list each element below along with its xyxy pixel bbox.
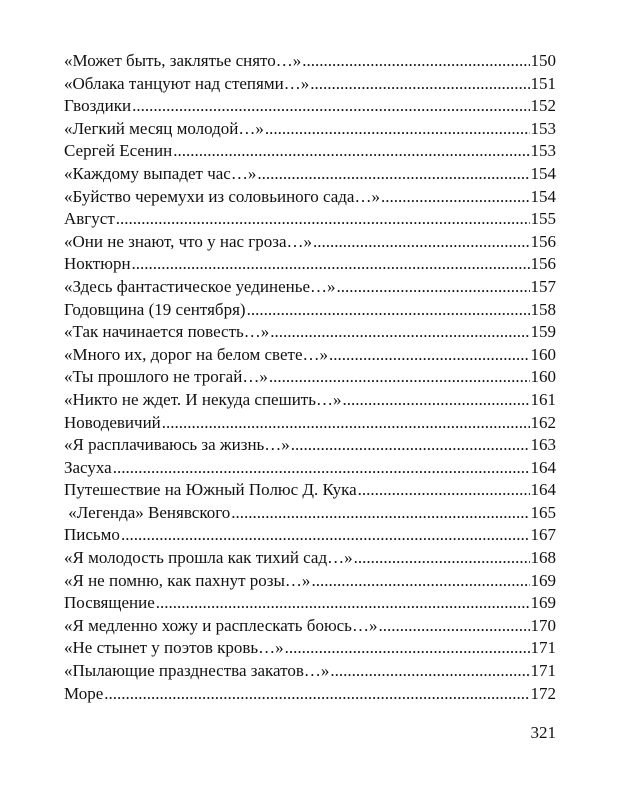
toc-entry <box>64 547 556 570</box>
toc-entry <box>64 524 556 547</box>
toc-entry-page: 165 <box>530 502 556 522</box>
toc-entry-title: «Легкий месяц молодой…» <box>64 118 264 138</box>
toc-entry-page: 171 <box>530 661 556 681</box>
toc-entry-title: «Ты прошлого не трогай…» <box>64 367 268 387</box>
toc-entry-title: Море <box>64 683 104 703</box>
toc-entry <box>64 95 556 118</box>
toc-entry-title: «Легенда» Венявского <box>64 502 231 522</box>
toc-entry <box>64 570 556 593</box>
toc-leader-dots <box>291 434 530 457</box>
toc-entry-title: «Не стынет у поэтов кровь…» <box>64 638 284 658</box>
toc-entry <box>64 592 556 615</box>
toc-entry-page: 157 <box>530 276 556 296</box>
toc-entry-title: Гвоздики <box>64 96 132 116</box>
toc-entry-title: «Я не помню, как пахнут розы…» <box>64 570 311 590</box>
toc-entry-page: 168 <box>530 548 556 568</box>
toc-leader-dots <box>270 321 529 344</box>
toc-entry-title: Годовщина (19 сентября) <box>64 299 246 319</box>
toc-leader-dots <box>104 683 529 706</box>
toc-entry-page: 153 <box>530 141 556 161</box>
toc-entry-page: 156 <box>530 231 556 251</box>
toc-leader-dots <box>116 208 530 231</box>
toc-entry <box>64 479 556 502</box>
toc-entry-page: 155 <box>530 209 556 229</box>
toc-leader-dots <box>302 50 529 73</box>
toc-entry <box>64 457 556 480</box>
toc-entry-page: 162 <box>530 412 556 432</box>
toc-entry-title: «Так начинается повесть…» <box>64 322 270 342</box>
toc-entry <box>64 140 556 163</box>
toc-leader-dots <box>257 163 529 186</box>
toc-leader-dots <box>310 73 529 96</box>
toc-entry-page: 158 <box>530 299 556 319</box>
toc-leader-dots <box>329 344 529 367</box>
toc-leader-dots <box>231 502 529 525</box>
toc-entry-title: «Я молодость прошла как тихий сад…» <box>64 548 353 568</box>
toc-entry <box>64 366 556 389</box>
toc-entry-page: 159 <box>530 322 556 342</box>
toc-entry-page: 169 <box>530 593 556 613</box>
page-number: 321 <box>530 723 556 742</box>
toc-entry-title: Путешествие на Южный Полюс Д. Кука <box>64 480 357 500</box>
toc-entry-page: 160 <box>530 344 556 364</box>
toc-entry-page: 164 <box>530 480 556 500</box>
toc-entry-title: Август <box>64 209 115 229</box>
toc-entry <box>64 637 556 660</box>
toc-leader-dots <box>113 457 530 480</box>
toc-entry <box>64 412 556 435</box>
toc-entry-title: Засуха <box>64 457 112 477</box>
toc-leader-dots <box>381 186 530 209</box>
toc-entry <box>64 434 556 457</box>
toc-leader-dots <box>311 570 529 593</box>
toc-leader-dots <box>156 592 530 615</box>
toc-entry-page: 172 <box>530 683 556 703</box>
toc-entry-title: «Я расплачиваюсь за жизнь…» <box>64 435 290 455</box>
toc-entry-page: 164 <box>530 457 556 477</box>
toc-entry-page: 161 <box>530 389 556 409</box>
toc-entry <box>64 299 556 322</box>
toc-entry <box>64 321 556 344</box>
toc-entry-page: 156 <box>530 254 556 274</box>
toc-entry <box>64 660 556 683</box>
toc-leader-dots <box>337 276 530 299</box>
toc-leader-dots <box>121 524 530 547</box>
toc-leader-dots <box>247 299 530 322</box>
toc-leader-dots <box>313 231 529 254</box>
toc-leader-dots <box>173 140 529 163</box>
toc-entry-title: Посвящение <box>64 593 155 613</box>
toc-leader-dots <box>354 547 530 570</box>
toc-entry-page: 160 <box>530 367 556 387</box>
toc-leader-dots <box>330 660 529 683</box>
toc-leader-dots <box>358 479 530 502</box>
toc-entry-title: Новодевичий <box>64 412 161 432</box>
toc-entry-title: Ноктюрн <box>64 254 131 274</box>
toc-entry <box>64 186 556 209</box>
toc-leader-dots <box>162 412 530 435</box>
toc-entry-page: 153 <box>530 118 556 138</box>
toc-entry-page: 154 <box>530 163 556 183</box>
toc-entry-page: 150 <box>530 51 556 70</box>
toc-entry <box>64 502 556 525</box>
toc-entry <box>64 208 556 231</box>
toc-entry-page: 171 <box>530 638 556 658</box>
toc-entry <box>64 615 556 638</box>
toc-entry-title: «Каждому выпадет час…» <box>64 163 257 183</box>
toc-entry-page: 163 <box>530 435 556 455</box>
toc-entry-page: 154 <box>530 186 556 206</box>
toc-leader-dots <box>378 615 529 638</box>
toc-leader-dots <box>285 637 530 660</box>
toc-entry-title: «Пылающие празднества закатов…» <box>64 661 330 681</box>
toc-entry <box>64 231 556 254</box>
toc-entry-page: 170 <box>530 615 556 635</box>
toc-entry <box>64 118 556 141</box>
toc-entry-title: «Много их, дорог на белом свете…» <box>64 344 329 364</box>
toc-leader-dots <box>265 118 530 141</box>
toc-entry <box>64 683 556 706</box>
toc-entry-title: «Облака танцуют над степями…» <box>64 73 310 93</box>
toc-entry-title: «Может быть, заклятье снято…» <box>64 51 302 70</box>
toc-entry <box>64 50 556 73</box>
toc-leader-dots <box>132 95 529 118</box>
toc-entry-page: 167 <box>530 525 556 545</box>
toc-entry <box>64 344 556 367</box>
toc-entry <box>64 389 556 412</box>
toc-entry-page: 152 <box>530 96 556 116</box>
toc-entry-title: Письмо <box>64 525 120 545</box>
toc-leader-dots <box>342 389 529 412</box>
toc-entry <box>64 276 556 299</box>
toc-entry-title: «Я медленно хожу и расплескать боюсь…» <box>64 615 378 635</box>
table-of-contents <box>64 50 556 705</box>
toc-entry-title: «Никто не ждет. И некуда спешить…» <box>64 389 342 409</box>
toc-entry <box>64 253 556 276</box>
toc-entry-title: Сергей Есенин <box>64 141 173 161</box>
toc-leader-dots <box>132 253 530 276</box>
toc-entry <box>64 73 556 96</box>
toc-entry-page: 151 <box>530 73 556 93</box>
toc-entry <box>64 163 556 186</box>
toc-entry-page: 169 <box>530 570 556 590</box>
toc-entry-title: «Буйство черемухи из соловьиного сада…» <box>64 186 380 206</box>
toc-entry-title: «Здесь фантастическое уединенье…» <box>64 276 336 296</box>
toc-leader-dots <box>269 366 530 389</box>
toc-entry-title: «Они не знают, что у нас гроза…» <box>64 231 313 251</box>
